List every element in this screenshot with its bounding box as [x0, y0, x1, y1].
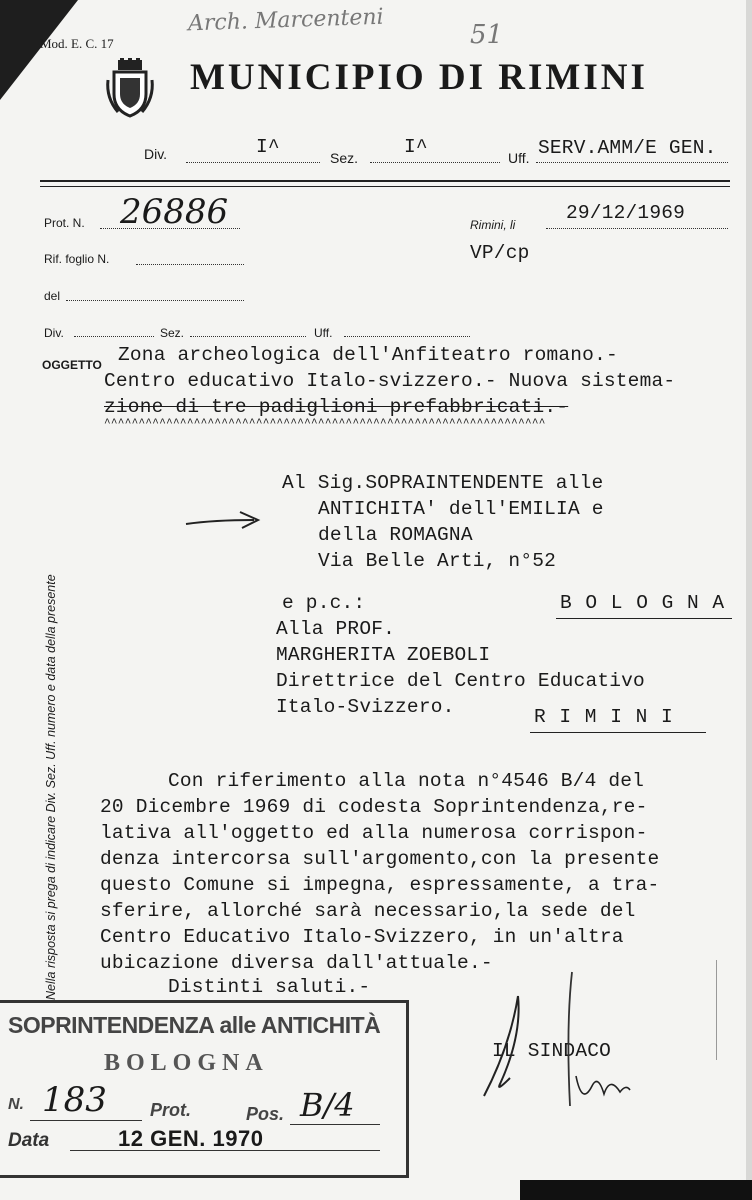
typist-initials: VP/cp [470, 242, 530, 264]
rif-foglio-label: Rif. foglio N. [44, 252, 110, 266]
body-line-2: 20 Dicembre 1969 di codesta Soprintendenza,re- [100, 796, 648, 818]
body-line-7: Centro Educativo Italo-Svizzero, in un'altra [100, 926, 624, 948]
uff-dotted-line [536, 162, 728, 163]
sez2-label: Sez. [160, 326, 185, 340]
stamp-protocol-number: 183 [42, 1080, 107, 1120]
pointing-arrow-icon [184, 508, 264, 532]
recipient-line-4: Via Belle Arti, n°52 [318, 550, 557, 572]
uff-label: Uff. [508, 150, 530, 166]
sez-label: Sez. [330, 150, 359, 166]
div2-label: Div. [44, 326, 64, 340]
date-dotted-line [546, 228, 728, 229]
body-line-3: lativa all'oggetto ed alla numerosa corrispon- [100, 822, 648, 844]
body-line-6: sferire, allorché sarà necessario,la sede del [100, 900, 636, 922]
letter-date: 29/12/1969 [566, 202, 686, 224]
div-value: I^ [256, 136, 280, 158]
body-line-4: denza intercorsa sull'argomento,con la presente [100, 848, 660, 870]
body-line-1: Con riferimento alla nota n°4546 B/4 del [168, 770, 645, 792]
recipient-line-2: ANTICHITA' dell'EMILIA e [318, 498, 604, 520]
coat-of-arms-icon [104, 58, 156, 120]
oggetto-line-3: zione di tre padiglioni prefabbricati.- [104, 396, 569, 418]
page-title: MUNICIPIO DI RIMINI [190, 57, 648, 98]
recipient-city: B O L O G N A [560, 592, 726, 614]
prot-number: 26886 [120, 192, 229, 232]
div-label: Div. [144, 146, 168, 162]
stamp-data-label: Data [8, 1130, 50, 1151]
signature-title: IL SINDACO [492, 1040, 612, 1062]
oggetto-underline-marks: ^^^^^^^^^^^^^^^^^^^^^^^^^^^^^^^^^^^^^^^^^^^^^^^^^^^^^^^^^^^^^^^^ [104, 418, 546, 430]
cc-line-3: Direttrice del Centro Educativo [276, 670, 645, 692]
cc-line-1: Alla PROF. [276, 618, 396, 640]
uff2-label: Uff. [314, 326, 333, 340]
stamp-office: SOPRINTENDENZA alle ANTICHITÀ [8, 1012, 381, 1038]
form-code: Mod. E. C. 17 [40, 36, 114, 51]
uff2-dotted-line [344, 336, 470, 337]
signature-icon [470, 966, 670, 1116]
page-bottom-shadow [520, 1180, 752, 1200]
div-dotted-line [186, 162, 320, 163]
cc-label: e p.c.: [282, 592, 366, 614]
place-label: Rimini, li [470, 218, 516, 232]
prot-label: Prot. N. [44, 216, 85, 230]
cc-line-4: Italo-Svizzero. [276, 696, 455, 718]
vertical-mark [716, 960, 717, 1060]
body-line-5: questo Comune si impegna, espressamente, a tra- [100, 874, 660, 896]
recipient-city-underline [556, 618, 732, 619]
header-rule [40, 180, 730, 182]
oggetto-label: OGGETTO [42, 358, 102, 372]
stamp-n-label: N. [8, 1096, 24, 1113]
stamp-date: 12 GEN. 1970 [118, 1126, 264, 1151]
recipient-line-1: Al Sig.SOPRAINTENDENTE alle [282, 472, 604, 494]
stamp-prot-label: Prot. [150, 1100, 192, 1120]
stamp-pos-label: Pos. [246, 1104, 285, 1124]
oggetto-line-2: Centro educativo Italo-svizzero.- Nuova sistema- [104, 370, 676, 392]
stamp-position: B/4 [300, 1086, 355, 1124]
cc-line-2: MARGHERITA ZOEBOLI [276, 644, 491, 666]
stamp-n-line [30, 1120, 142, 1121]
del-label: del [44, 289, 61, 303]
div2-dotted-line [74, 336, 154, 337]
cc-city-underline [530, 732, 706, 733]
stamp-pos-line [290, 1124, 380, 1125]
closing: Distinti saluti.- [168, 976, 371, 998]
body-line-8: ubicazione diversa dall'attuale.- [100, 952, 493, 974]
sez-dotted-line [370, 162, 500, 163]
stamp-city: BOLOGNA [104, 1050, 269, 1076]
del-dotted-line [66, 300, 244, 301]
stamp-date-line [70, 1150, 380, 1151]
page-edge [746, 0, 752, 1200]
handwritten-archive-note: Arch. Marcenteni [187, 4, 385, 37]
sez2-dotted-line [190, 336, 306, 337]
header-rule-thin [40, 186, 730, 187]
recipient-line-3: della ROMAGNA [318, 524, 473, 546]
margin-note: Nella risposta si prega di indicare Div. Sez. Uff. numero e data della presente [44, 574, 58, 1000]
handwritten-mark: 51 [470, 20, 504, 50]
rif-dotted-line [136, 264, 244, 265]
cc-city: R I M I N I [534, 706, 674, 728]
uff-value: SERV.AMM/E GEN. [538, 137, 717, 159]
oggetto-line-1: Zona archeologica dell'Anfiteatro romano.- [118, 344, 618, 366]
sez-value: I^ [404, 136, 428, 158]
